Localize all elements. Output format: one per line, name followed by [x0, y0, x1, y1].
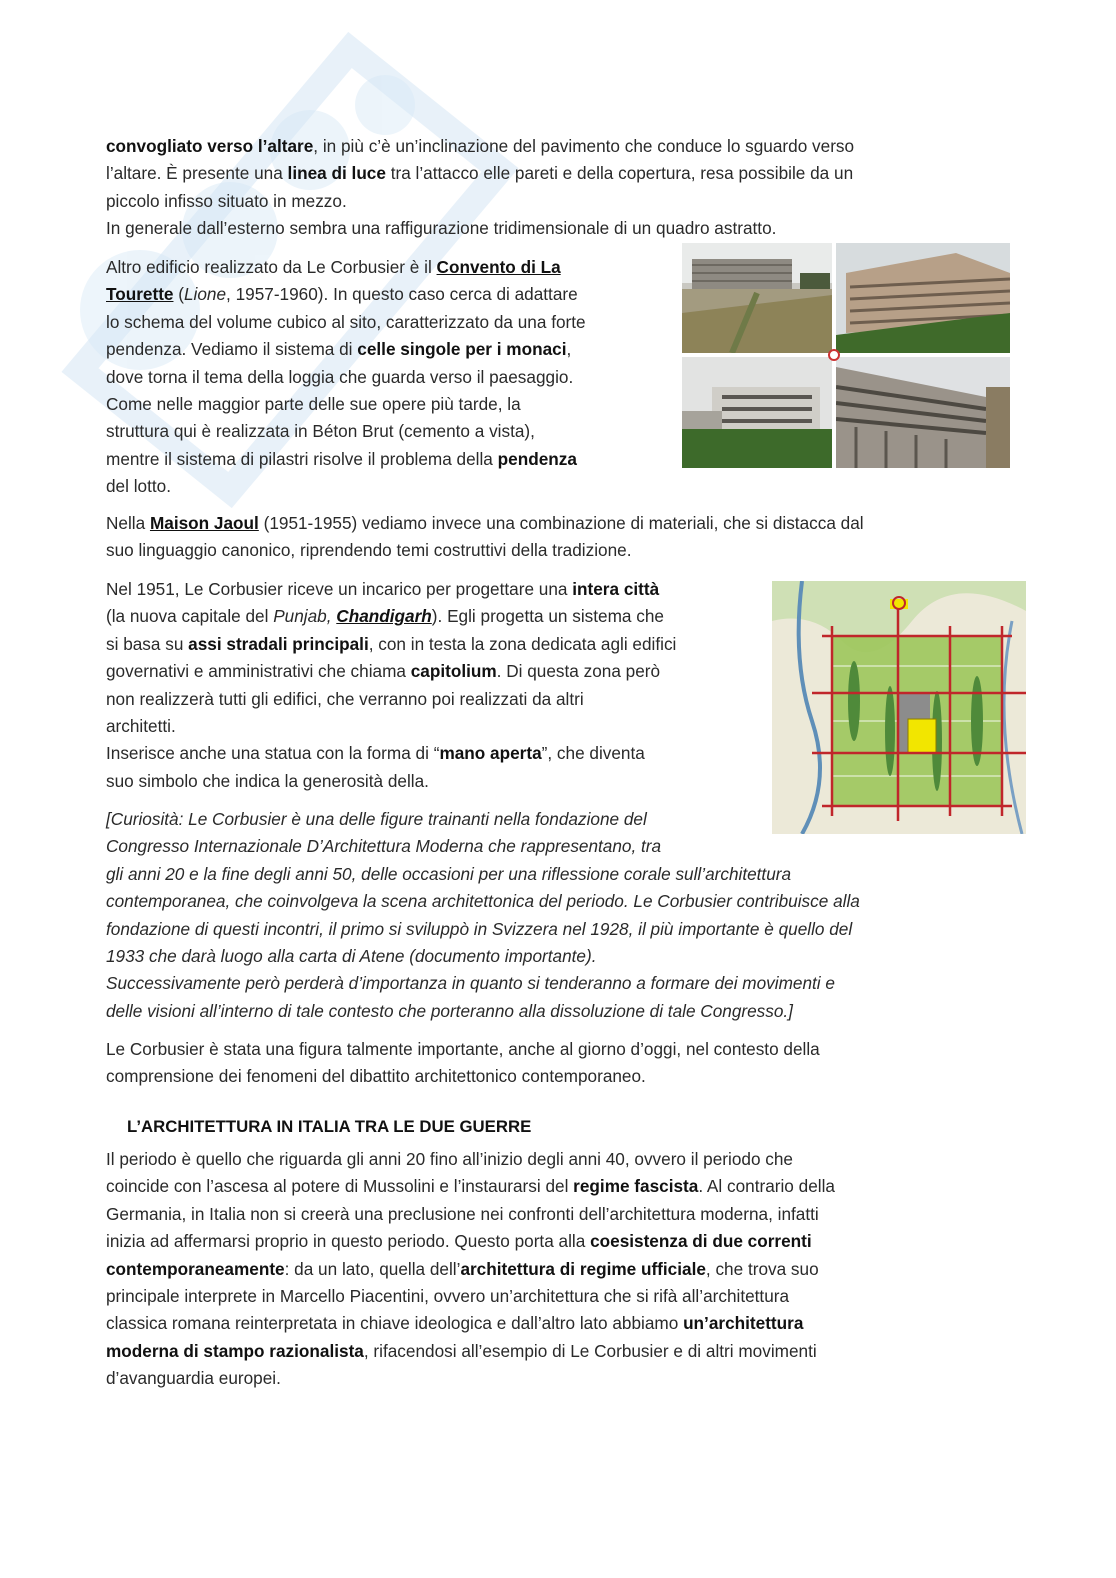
jaoul-paragraph: Nella Maison Jaoul (1951-1955) vediamo invece una combinazione di materiali, che si distacca dal suo linguaggio canonico, riprendendo temi costruttivi della tradizione. [106, 513, 864, 561]
tourette-paragraph: Altro edificio realizzato da Le Corbusier è il Convento di La Tourette (Lione, 1957-1960). In questo caso cerca di adattare lo schema del volume cubico al sito, caratterizzato da una forte pendenza. Vediamo il sistema di celle singole per i monaci, dove torna il tema della loggia che guarda verso il paesaggio. Come nelle maggior parte delle sue opere più tarde, la struttura qui è realizzata in Béton Brut (cemento a vista), mentre il sistema di pilastri risolve il problema della pendenza del lotto. [106, 257, 586, 497]
tourette-photo-1 [682, 243, 832, 353]
chandigarh-plan-map [772, 581, 1026, 834]
chandigarh-paragraph: Nel 1951, Le Corbusier riceve un incarico per progettare una intera città (la nuova capitale del Punjab, Chandigarh). Egli progetta un sistema che si basa su assi stradali principali, con in testa la zona dedicata agli edifici governativi e amministrativi che chiama capitolium. Di questa zona però non realizzerà tutti gli edifici, che verranno poi realizzati da altri architetti. Inserisce anche una statua con la forma di “mano aperta”, che diventa suo simbolo che indica la generosità della. [106, 579, 677, 791]
collage-center-mark [827, 348, 841, 362]
section-heading: L’ARCHITETTURA IN ITALIA TRA LE DUE GUERRE [127, 1117, 532, 1136]
tourette-photo-4 [836, 357, 1010, 468]
tourette-photo-3 [682, 357, 832, 468]
tourette-photo-collage [682, 243, 1010, 468]
intro-paragraph: convogliato verso l’altare, in più c’è un’inclinazione del pavimento che conduce lo sguardo verso l’altare. È presente una linea di luce tra l’attacco elle pareti e della copertura, resa possibile da un piccolo infisso situato in mezzo. In generale dall’esterno sembra una raffigurazione tridimensionale di un quadro astratto. [106, 136, 855, 239]
tourette-photo-2 [836, 243, 1010, 353]
conclusion-paragraph: Le Corbusier è stata una figura talmente importante, anche al giorno d’oggi, nel contesto della comprensione dei fenomeni del dibattito architettonico contemporaneo. [106, 1039, 820, 1087]
italia-paragraph: Il periodo è quello che riguarda gli anni 20 fino all’inizio degli anni 40, ovvero il periodo che coincide con l’ascesa al potere di Mussolini e l’instaurarsi del regime fascista. Al contrario della Germania, in Italia non si creerà una preclusione nei confronti dell’architettura moderna, infatti inizia ad affermarsi proprio in questo periodo. Questo porta alla coesistenza di due correnti contemporaneamente: da un lato, quella dell’architettura di regime ufficiale, che trova suo principale interprete in Marcello Piacentini, ovvero un’architettura che si rifà all’architettura classica romana reinterpretata in chiave ideologica e dall’altro lato abbiamo un’architettura moderna di stampo razionalista, rifacendosi all’esempio di Le Corbusier e di altri movimenti d’avanguardia europei. [106, 1149, 835, 1389]
curiosita-paragraph: [Curiosità: Le Corbusier è una delle figure trainanti nella fondazione del Congresso Internazionale D’Architettura Moderna che rappresentano, tra gli anni 20 e la fine degli anni 50, delle occasioni per una riflessione corale sull’architettura contemporanea, che coinvolgeva la scena architettonica del periodo. Le Corbusier contribuisce alla fondazione di questi incontri, il primo si sviluppò in Svizzera nel 1928, il più importante è quello del 1933 che darà luogo alla carta di Atene (documento importante). Successivamente però perderà d’importanza in quanto si tenderanno a formare dei movimenti e delle visioni all’interno di tale contesto che porteranno alla dissoluzione di tale Congresso.] [106, 809, 860, 1021]
